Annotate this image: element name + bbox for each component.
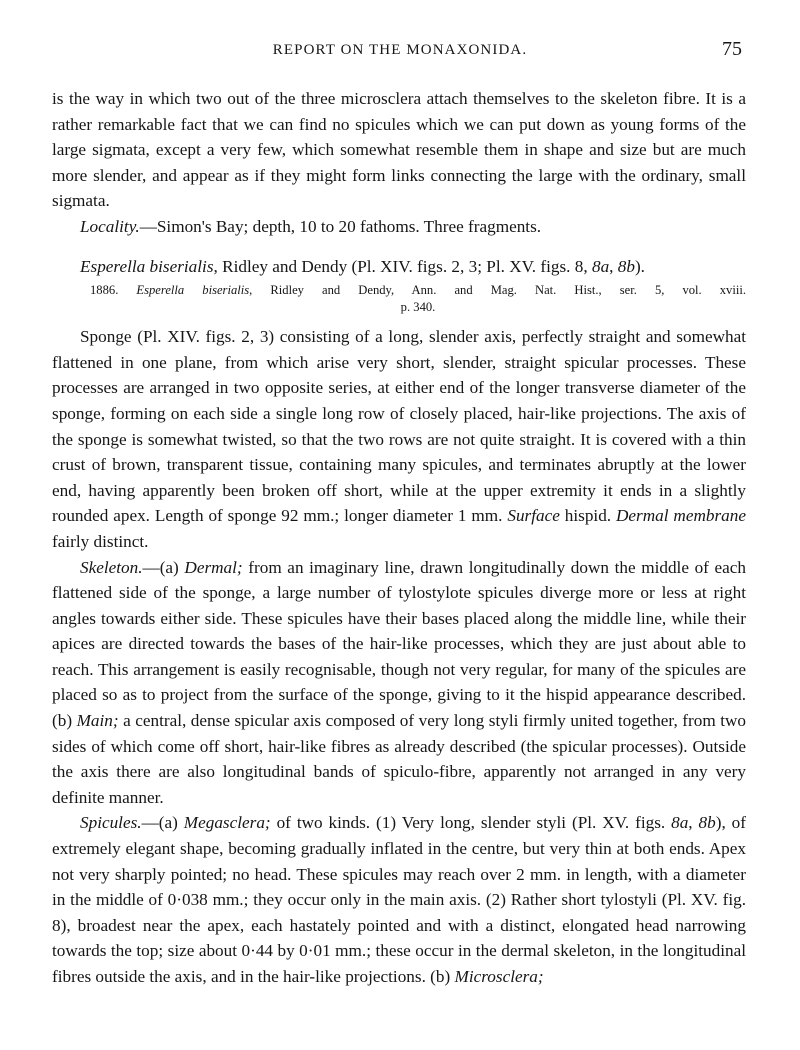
paragraph-spicules	[52, 810, 746, 989]
sponge-text-a: Sponge (Pl. XIV. figs. 2, 3) consisting of a long, slender axis, perfectly straight and somewhat flattened in one plane, from which arise very short, slender, straight spicular processes. These processes are arranged in two opposite series, at either end of the longer transverse diameter of the sponge, forming on each side a single long row of closely placed, hair-like projections. The axis of the sponge is somewhat twisted, so that the two rows are not quite straight. It is covered with a thin crust of brown, transparent tissue, containing many spicules, and terminates abruptly at the lower end, having apparently been broken off short, while at the upper extremity it ends in a slightly rounded apex. Length of sponge 92 mm.; longer diameter 1 mm.	[52, 327, 746, 526]
megasclera-label: Megasclera;	[183, 813, 271, 833]
running-title: REPORT ON THE MONAXONIDA.	[272, 42, 528, 58]
skeleton-label: Skeleton.	[80, 557, 143, 577]
species-fig-8a: 8a	[591, 256, 610, 276]
spicules-a-prefix: —(a)	[141, 813, 184, 833]
skeleton-text-b: a central, dense spicular axis composed of very long styli firmly united together, from two sides of which come off short, hair-like fibres as already described (the spicular processes). Outside the axis there are also longitudinal bands of spiculo-fibre, apparently not arranged in any very definite manner.	[52, 711, 746, 807]
fig-8a: 8a	[671, 813, 689, 833]
paragraph-sponge	[52, 324, 746, 554]
main-label: Main;	[76, 711, 119, 731]
species-authority: , Ridley and Dendy (Pl. XIV. figs. 2, 3; Pl. XV. figs. 8,	[213, 256, 592, 276]
paragraph-locality	[52, 214, 746, 240]
sponge-text-c: fairly distinct.	[52, 531, 149, 551]
species-heading	[52, 254, 746, 280]
spicules-separator: ,	[688, 813, 699, 833]
microsclera-label: Microsclera;	[454, 967, 544, 986]
locality-text: —Simon's Bay; depth, 10 to 20 fathoms. Three fragments.	[139, 216, 542, 236]
spicules-text-a1: of two kinds. (1) Very long, slender styli (Pl. XV. figs.	[270, 813, 672, 833]
dermal-membrane-label: Dermal membrane	[616, 506, 746, 526]
paragraph-continuation	[52, 86, 746, 214]
surface-label: Surface	[507, 506, 560, 526]
running-head	[0, 38, 800, 62]
skeleton-text-a: from an imaginary line, drawn longitudinally down the middle of each flattened side of the sponge, a large number of tylostylote spicules diverge more or less at right angles towards either side. These spicules have their bases placed along the middle line, while their apices are directed towards the bases of the hair-like processes, which they are just about able to reach. This arrangement is easily recognisable, though not very regular, for many of the spicules are placed so as to project from the surface of the sponge, giving to it the hispid appearance described.	[52, 557, 746, 705]
paragraph-skeleton	[52, 555, 746, 811]
spicules-b-prefix: (b)	[430, 967, 455, 986]
page-number: 75	[722, 38, 742, 60]
species-separator: ,	[609, 256, 618, 276]
sponge-text-b: hispid.	[559, 506, 617, 526]
skeleton-b-prefix: (b)	[52, 711, 77, 731]
citation-year: 1886.	[90, 283, 137, 298]
citation-line-1	[90, 282, 746, 299]
paragraph-text: is the way in which two out of the three microsclera attach themselves to the skeleton fibre. It is a rather remarkable fact that we can find no spicules which we can put down as young forms of the large sigmata, except a very few, which somewhat resemble them in shape and size but are much more slender, and appear as if they might form links connecting the large with the ordinary, small sigmata.	[52, 89, 746, 211]
locality-label: Locality.	[80, 216, 140, 236]
spicules-label: Spicules.	[80, 813, 142, 833]
citation-name: Esperella biserialis	[136, 283, 250, 298]
fig-8b: 8b	[698, 813, 716, 833]
species-close: ).	[634, 256, 645, 276]
citation-text: , Ridley and Dendy, Ann. and Mag. Nat. Hist., ser. 5, vol. xviii.	[249, 283, 746, 298]
species-name: Esperella biserialis	[80, 256, 214, 276]
body-text	[52, 86, 746, 990]
spicules-text-a2: ), of extremely elegant shape, becoming gradually inflated in the centre, but very thin at both ends. Apex not very sharply pointed; no head. These spicules may reach over 2 mm. in length, with a diameter in the middle of 0·038 mm.; they occur only in the main axis. (2) Rather short tylostyli (Pl. XV. fig. 8), broadest near the apex, each hastately pointed and with a distinct, elongated head narrowing towards the top; size about 0·44 by 0·01 mm.; these occur in the dermal skeleton, in the longitudinal fibres outside the axis, and in the hair-like projections.	[52, 813, 746, 986]
citation-page: p. 340.	[400, 300, 436, 315]
dermal-label: Dermal;	[184, 557, 243, 577]
skeleton-a-prefix: —(a)	[142, 557, 185, 577]
citation	[52, 282, 746, 316]
species-fig-8b: 8b	[617, 256, 635, 276]
